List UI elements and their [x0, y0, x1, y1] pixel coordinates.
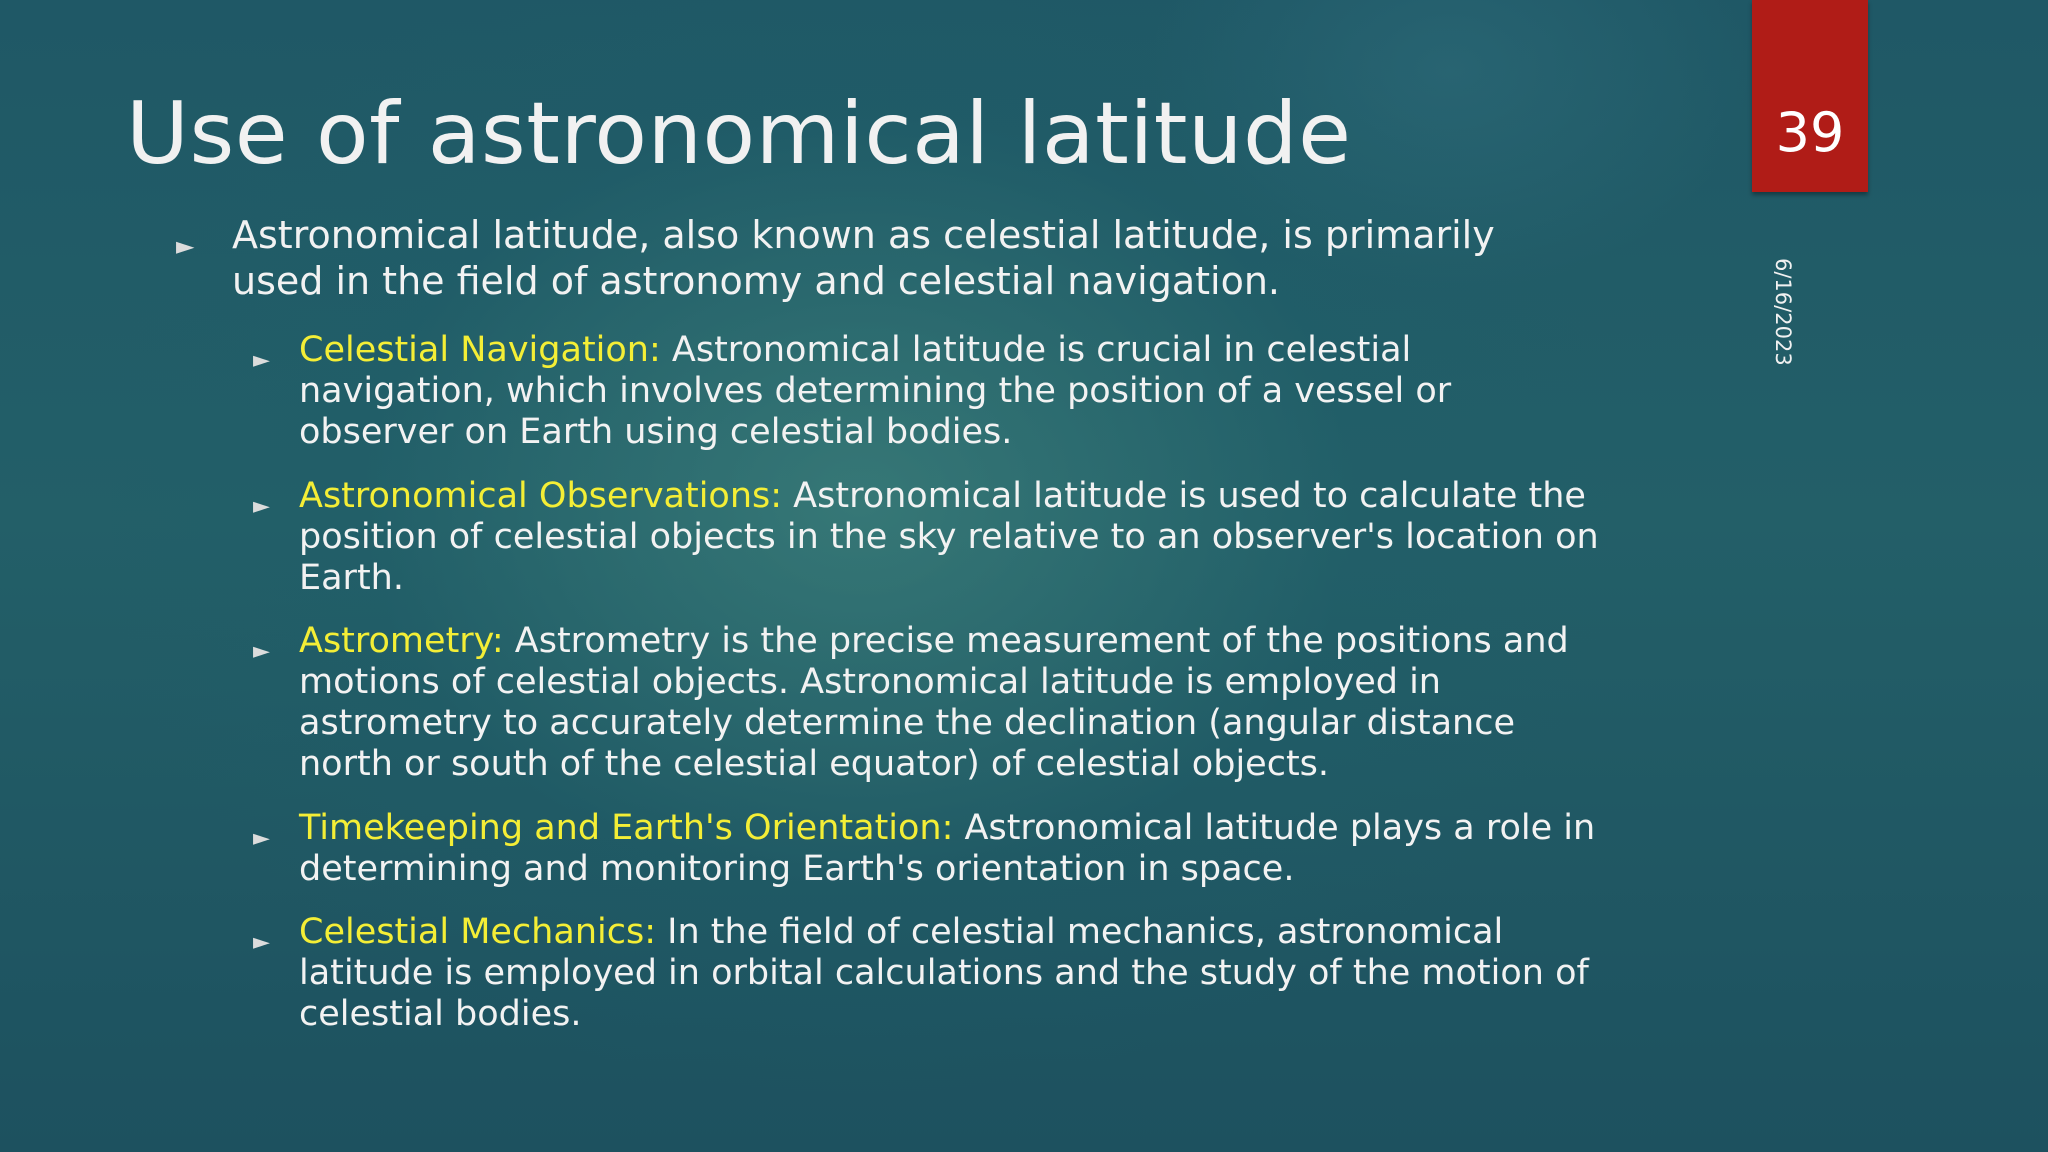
- slide-date: 6/16/2023: [1771, 258, 1795, 366]
- term-description: Astronomical latitude is used to calculate the: [782, 476, 1586, 516]
- sub-bullet-line: motions of celestial objects. Astronomical latitude is employed in: [299, 662, 1441, 702]
- sub-bullet-celestial-mechanics: [253, 912, 1669, 1035]
- intro-line: used in the field of astronomy and celestial navigation.: [232, 259, 1280, 303]
- term-label: Celestial Navigation:: [299, 330, 661, 370]
- sub-bullet-first-line: [299, 912, 1669, 953]
- triangle-right-icon: ►: [253, 639, 270, 664]
- triangle-right-icon: ►: [253, 494, 270, 519]
- sub-bullet-line: latitude is employed in orbital calculations and the study of the motion of: [299, 953, 1589, 993]
- term-label: Astrometry:: [299, 621, 504, 661]
- sub-bullet-line: Earth.: [299, 558, 404, 598]
- triangle-right-icon: ►: [253, 930, 270, 955]
- sub-bullet-first-line: [299, 621, 1669, 662]
- sub-bullet-line: celestial bodies.: [299, 994, 582, 1034]
- triangle-right-icon: ►: [253, 826, 270, 851]
- page-number-badge: [1752, 0, 1868, 192]
- term-description: Astronomical latitude is crucial in celestial: [660, 330, 1412, 370]
- sub-bullet-line: navigation, which involves determining the position of a vessel or: [299, 371, 1452, 411]
- sub-bullet-first-line: [299, 808, 1669, 849]
- sub-bullet-line: position of celestial objects in the sky relative to an observer's location on: [299, 517, 1599, 557]
- term-description: In the field of celestial mechanics, astronomical: [656, 912, 1504, 952]
- sub-bullet-first-line: [299, 476, 1669, 517]
- sub-bullet-line: observer on Earth using celestial bodies.: [299, 412, 1013, 452]
- sub-bullet-first-line: [299, 330, 1669, 371]
- sub-bullet-line: north or south of the celestial equator) of celestial objects.: [299, 744, 1330, 784]
- triangle-right-icon: ►: [253, 348, 270, 373]
- page-number: 39: [1775, 101, 1845, 164]
- sub-bullet-timekeeping: [253, 808, 1669, 890]
- sub-bullet-line: astrometry to accurately determine the declination (angular distance: [299, 703, 1515, 743]
- intro-line: Astronomical latitude, also known as celestial latitude, is primarily: [232, 213, 1495, 257]
- intro-bullet: [176, 212, 1632, 304]
- term-description: Astronomical latitude plays a role in: [953, 808, 1596, 848]
- triangle-right-icon: ►: [176, 232, 195, 260]
- sub-bullet-celestial-navigation: [253, 330, 1669, 453]
- sub-bullet-astronomical-observations: [253, 476, 1669, 599]
- term-description: Astrometry is the precise measurement of the positions and: [503, 621, 1569, 661]
- sub-bullet-line: determining and monitoring Earth's orientation in space.: [299, 849, 1295, 889]
- term-label: Astronomical Observations:: [299, 476, 783, 516]
- sub-bullet-astrometry: [253, 621, 1669, 785]
- term-label: Celestial Mechanics:: [299, 912, 656, 952]
- term-label: Timekeeping and Earth's Orientation:: [299, 808, 954, 848]
- slide-title: Use of astronomical latitude: [126, 84, 1352, 184]
